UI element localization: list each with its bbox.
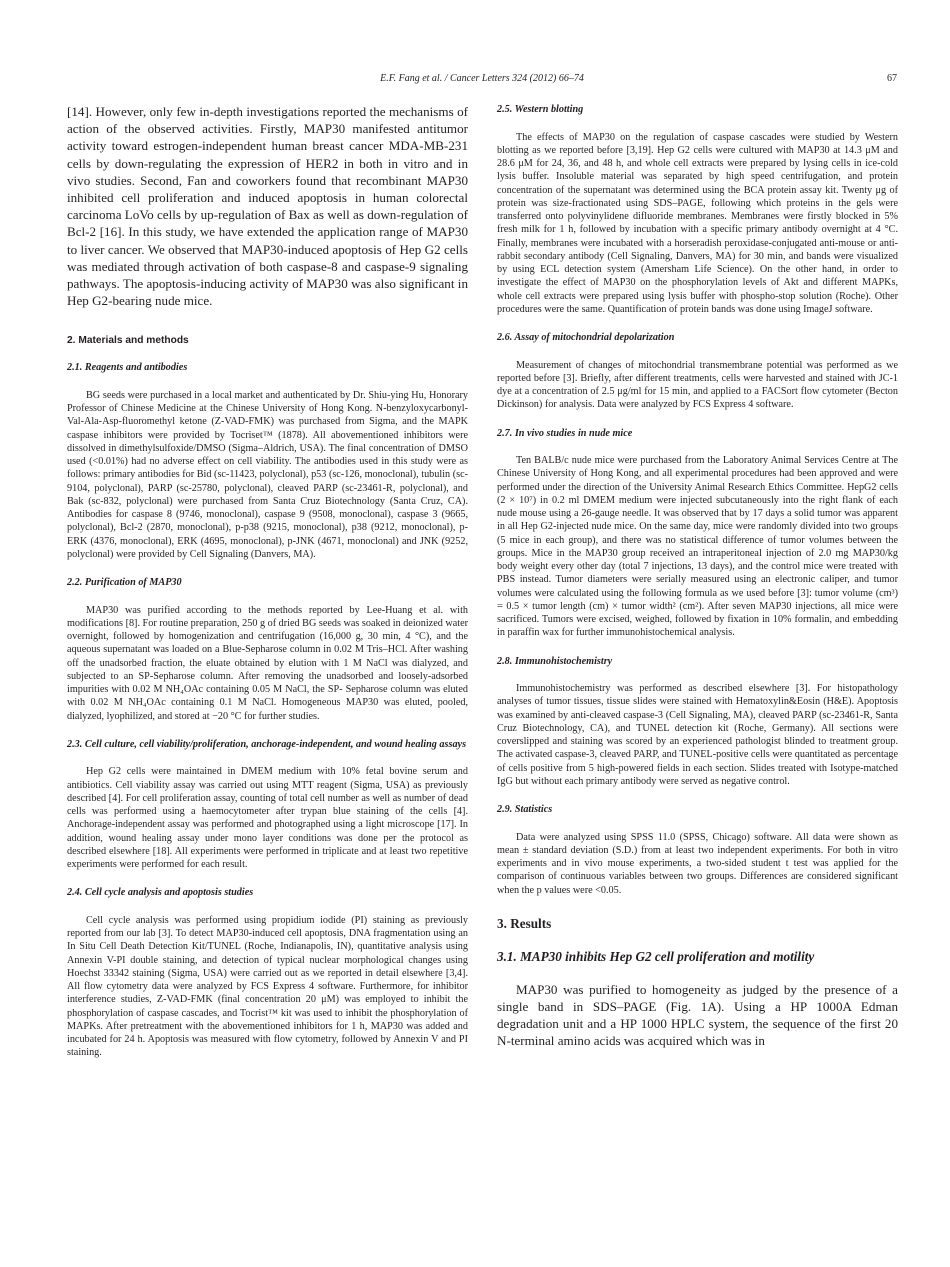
section-2-3-title: 2.3. Cell culture, cell viability/proliferation, anchorage-independent, and wound healing assays xyxy=(67,738,467,750)
section-3-1-title: 3.1. MAP30 inhibits Hep G2 cell proliferation and motility xyxy=(497,948,815,964)
intro-paragraph: [14]. However, only few in-depth investigations reported the mechanisms of action of the observed activities. Firstly, MAP30 manifested antitumor activity toward estrogen-independent human breast cancer MDA-MB-231 cells by down-regulating the expression of HER2 in both in vitro and in vivo studies. Second, Fan and coworkers found that recombinant MAP30 inhibited cell proliferation and induced apoptosis in human colorectal carcinoma LoVo cells by up-regulation of Bax as well as down-regulation of Bcl-2 [16]. In this study, we have extended the application range of MAP30 to liver cancer. We observed that MAP30-induced apoptosis of Hep G2 cells was mediated through activation of both caspase-8 and caspase-9 signaling pathways. The apoptosis-inducing activity of MAP30 was also significant in Hep G2-bearing nude mice. xyxy=(67,104,468,309)
section-2-1-title: 2.1. Reagents and antibodies xyxy=(67,362,188,374)
section-2-2-text: MAP30 was purified according to the methods reported by Lee-Huang et al. with modifications [8]. For routine preparation, 250 g of dried BG seeds was soaked in deionized water overnight, followed by homogenization and centrifugation (16,000 g, 30 min, 4 °C), and the aqueous supernatant was loaded on a Blue-Sepharose column in 0.02 M Tris–HCl. After washing off the unadsorbed fraction, the eluate obtained by elution with 1 M NaCl was dialyzed, and subjected to an SP-Sepharose column. After removing the unadsorbed and loosely-adsorbed impurities with 0.02 M NH₄OAc containing 0.05 M NaCl, the SP- Sepharose column was eluted with 0.02 M NH₄OAc containing 0.1 M NaCl. Homogeneous MAP30 was eluted, pooled, dialyzed, lyophilized, and stored at −20 °C for further studies. xyxy=(67,604,468,722)
section-2-5-text: The effects of MAP30 on the regulation of caspase cascades were studied by Western blotting as we reported before [3,19]. Hep G2 cells were cultured with MAP30 at 14.3 μM and 28.6 μM for 24, 36, and 48 h, and whole cell extracts were prepared by lysing cells in ice-cold lysis buffer. Insoluble material was separated by high speed centrifugation, and protein concentration of the supernatant was determined using the BCA protein assay kit. Twenty μg of protein was size-fractionated using SDS–PAGE, following which proteins in the gels were transferred onto polyvinylidene difluoride membranes. Membranes were firstly blocked in 5% fresh milk for 1 h, followed by incubation with a specific primary antibody overnight at 4 °C. Finally, membranes were incubated with a horseradish peroxidase-conjugated anti-mouse or anti-rabbit secondary antibody (Cell Signaling, Danvers, MA) for 30 min, and bands were visualized by using ECL detection system (Amersham Life Science). On the other hand, in order to investigate the effect of MAP30 on the phosphorylation levels of Akt and different MAPKs, whole cell extracts were prepared using lysis buffer with phospho-stop solution (Roche). Other procedures were the same. Quantification of protein bands was done using ImageJ software. xyxy=(497,131,898,315)
journal-citation: E.F. Fang et al. / Cancer Letters 324 (2012) 66–74 xyxy=(380,73,584,84)
running-head xyxy=(67,73,897,89)
section-2-8-title: 2.8. Immunohistochemistry xyxy=(497,655,613,667)
page-number: 67 xyxy=(887,73,897,84)
section-3-1-text: MAP30 was purified to homogeneity as judged by the presence of a single band in SDS–PAGE (Fig. 1A). Using a HP 1000A Edman degradation unit and a HP 1000 HPLC system, the sequence of the first 20 N-terminal amino acids was acquired which was in xyxy=(497,981,898,1049)
section-2-6-title: 2.6. Assay of mitochondrial depolarization xyxy=(497,332,675,343)
section-3-title: 3. Results xyxy=(497,915,552,931)
section-2-title: 2. Materials and methods xyxy=(67,335,189,347)
left-column xyxy=(67,103,468,1060)
right-column xyxy=(497,103,898,1050)
section-2-4-text: Cell cycle analysis was performed using propidium iodide (PI) staining as previously reported from our lab [3]. To detect MAP30-induced cell apoptosis, DNA fragmentation using an In Situ Cell Death Detection Kit/TUNEL (Roche, Indianapolis, IN), quantitative analysis using Annexin V-PI double staining, and detection of typical nuclear morphological changes using Hoechst 33342 staining (Sigma, USA) were carried out as we reported in detail elsewhere [3,4]. All flow cytometry data were analyzed by FCS Express 4 software. Furthermore, for inhibitor interference studies, Z-VAD-FMK (final concentration 20 μM) was employed to inhibit the phosphorylation of caspase cascades, and Tocrist™ kit was used to inhibit the phosphorylation of MAPKs. After pretreatment with the abovementioned inhibitors for 1 h, MAP30 was added and incubated for 24 h. Apoptosis was measured with flow cytometry, followed by Annexin V and PI staining. xyxy=(67,914,468,1059)
section-2-2-title: 2.2. Purification of MAP30 xyxy=(67,577,182,589)
section-2-9-text: Data were analyzed using SPSS 11.0 (SPSS, Chicago) software. All data were shown as mean ± standard deviation (S.D.) from at least two independent experiments. For both in vitro experiments and in vivo mouse experiments, a two-sided student t test was applied for the comparison of continuous variables between two groups. Differences are considered significant when the p values were <0.05. xyxy=(497,831,898,896)
section-2-7-title: 2.7. In vivo studies in nude mice xyxy=(497,427,633,439)
section-2-8-text: Immunohistochemistry was performed as described elsewhere [3]. For histopathology analyses of tumor tissues, tissue slides were stained with Hematoxylin&Eosin (H&E). Apoptosis was examined by anti-cleaved caspase-3 (Cell Signaling, MA), cleaved PARP (sc-23461-R, Santa Cruz Biotechnology, CA), and TUNEL detection kit (Roche, Germany). All sections were coverslipped and staining was scored by an experienced pathologist blinded to treatment group. The activated caspase-3, cleaved PARP, and TUNEL-positive cells were quantitated as percentage of cells positive from 5 high-powered fields in each section. Slides treated with Isotype-matched IgG but without each primary antibody were served as negative control. xyxy=(497,683,898,787)
section-2-5-title: 2.5. Western blotting xyxy=(497,104,584,115)
section-2-4-title: 2.4. Cell cycle analysis and apoptosis studies xyxy=(67,887,254,899)
section-2-7-text: Ten BALB/c nude mice were purchased from the Laboratory Animal Services Centre at The Chinese University of Hong Kong, and all experimental procedures had been approved and were performed under the direction of the University Animal Research Ethics Committee. HepG2 cells (2 × 10⁷) in 0.2 ml DMEM medium were injected subcutaneously into the right flank of each nude mouse using a 26-gauge needle. It was observed that by 17 days a solid tumor was apparent in all Hep G2-injected nude mice. On the same day, mice were randomly divided into two groups (5 mice in each group), and there was no statistical difference of tumor volumes between the groups. Mice in the MAP30 group received an intraperitoneal injection of 2.0 mg MAP30/kg body weight every other day (total 7 injections, 13 days), and the control mice were treated with PBS instead. Tumor diameters were serially measured using an electronic caliper, and tumor volumes were calculated using the following formula as we used before [3]: tumor volume (cm³) = 0.5 × tumor length (cm) × tumor width² (cm²). After seven MAP30 injections, all mice were sacrificed. Tumors were excised, weighed, followed by fixation in 10% formalin, and embedding in paraffin wax for further immunohistochemical analysis. xyxy=(497,455,898,639)
section-2-6-text: Measurement of changes of mitochondrial transmembrane potential was performed as we reported before [3]. Briefly, after different treatments, cells were harvested and stained with JC-1 dye at a concentration of 2.5 μg/ml for 15 min, and applied to a FACSort flow cytometer (Becton Dickinson) for analysis. Data were analyzed by FCS Express 4 software. xyxy=(497,359,898,411)
section-2-1-text: BG seeds were purchased in a local market and authenticated by Dr. Shiu-ying Hu, Honorary Professor of Chinese Medicine at the Chinese University of Hong Kong. N-benzyloxycarbonyl-Val-Ala-Asp-fluoromethyl ketone (Z-VAD-FMK) was purchased from Sigma, and the MAPK caspase inhibitors were provided by Tocriset™ (1878). All abovementioned inhibitors were dissolved in dimethylsulfoxide/DMSO (Sigma–Aldrich, USA). The final concentration of DMSO used (<0.01%) had no adverse effect on cell viability. The antibodies used in this study were as follows: primary antibodies for Bid (sc-11423, polyclonal), p53 (sc-126, monoclonal), tubulin (sc-9104, polyclonal), PARP (sc-25780, polyclonal), cleaved PARP (sc-23461-R, polyclonal), and Bak (sc-832, polyclonal) were purchased from Santa Cruz Biotechnology (Santa Cruz, CA). Antibodies for caspase 8 (9746, monoclonal), caspase 9 (9508, monoclonal), caspase 3 (9665, polyclonal), Bcl-2 (2870, monoclonal), p-p38 (9215, monoclonal), p38 (9212, monoclonal), p-ERK (4376, monoclonal), ERK (4695, monoclonal), p-JNK (4671, monoclonal) and JNK (9252, polyclonal) were provided by Cell Signaling (Danvers, MA). xyxy=(67,389,468,560)
section-2-9-title: 2.9. Statistics xyxy=(497,804,553,815)
section-2-3-text: Hep G2 cells were maintained in DMEM medium with 10% fetal bovine serum and antibiotics. Cell viability assay was carried out using MTT reagent (Sigma, USA) as previously described [4]. For cell proliferation assay, counting of total cell number as well as number of dead cells was performed using a haemocytometer after trypan blue staining of the cells [4]. Anchorage-independent assay was performed and photographed using a light microscope [17]. In addition, wound healing assay under mono layer conditions was done per the protocol as described elsewhere [18]. All experiments were performed in triplicate and at least two repetitive experiments were performed for each result. xyxy=(67,766,468,871)
